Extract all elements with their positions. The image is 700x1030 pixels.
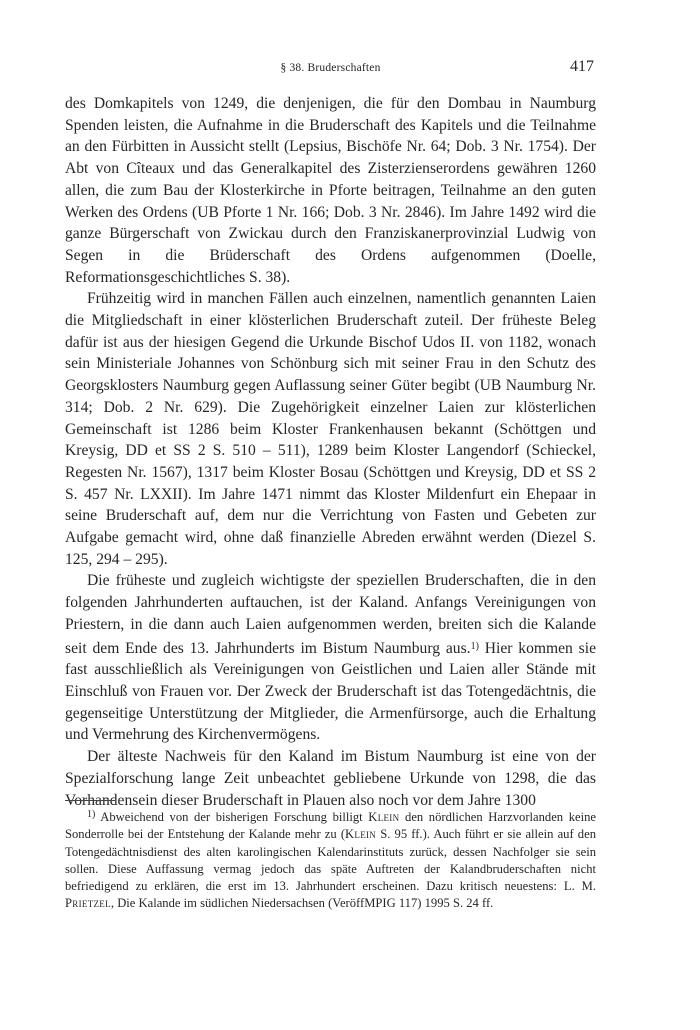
paragraph	[65, 570, 596, 746]
paragraph-text: Die früheste und zugleich wichtigste der speziellen Bruderschaften, die in den folgenden Jahrhunderten auftauchen, ist der Kaland. Anfangs Vereinigungen von Priestern, in die dann auch Laien aufgenommen werden, breiten sich die Kalande seit dem Ende des 13. Jahrhunderts im Bistum Naumburg aus.	[65, 572, 596, 657]
paragraph: des Domkapitels von 1249, die denjenigen, die für den Dombau in Naumburg Spenden leisten, die Aufnahme in die Bruderschaft des Kapitels und die Teilnahme an den Fürbitten in Aussicht stellt (Lepsius, Bischöfe Nr. 64; Dob. 3 Nr. 1754). Der Abt von Cîteaux und das Generalkapitel des Zisterzienserordens gewähren 1260 allen, die zum Bau der Klosterkirche in Pforte beitragen, Teilnahme an den guten Werken des Ordens (UB Pforte 1 Nr. 166; Dob. 3 Nr. 2846). Im Jahre 1492 wird die ganze Bürgerschaft von Zwickau durch den Franziskanerprovinzial Ludwig von Segen in die Brüderschaft des Ordens aufgenommen (Doelle, Reformationsgeschichtliches S. 38).	[65, 95, 596, 286]
footnotes	[65, 806, 596, 913]
paragraph-text: Hier kommen sie fast ausschließlich als Vereinigungen von Geistlichen und Laien aller Stände mit Einschluß von Frauen vor. Der Zweck der Bruderschaft ist das Totengedächtnis, die gegenseitige Unterstützung der Mitglieder, die Armenfürsorge, auch die Erhaltung und Vermehrung des Kirchenvermögens.	[65, 639, 596, 744]
footnote-divider	[65, 800, 115, 801]
page-number: 417	[570, 58, 594, 75]
footnote-text: , Die Kalande im südlichen Niedersachsen (VeröffMPIG 117) 1995 S. 24 ff.	[110, 896, 494, 911]
paragraph: Frühzeitig wird in manchen Fällen auch einzelnen, namentlich genannten Laien die Mitgliedschaft in einer klösterlichen Bruderschaft zuteil. Der früheste Beleg dafür ist aus der hiesigen Gegend die Urkunde Bischof Udos II. von 1182, wonach sein Ministeriale Johannes von Schönburg sich mit seiner Frau in den Schutz des Georgsklosters Naumburg gegen Auflassung seiner Güter begibt (UB Naumburg Nr. 314; Dob. 2 Nr. 629). Die Zugehörigkeit einzelner Laien zur klösterlichen Gemeinschaft ist 1286 beim Kloster Frankenhausen bekannt (Schöttgen und Kreysig, DD et SS 2 S. 510 – 511), 1289 beim Kloster Langendorf (Schieckel, Regesten Nr. 1567), 1317 beim Kloster Bosau (Schöttgen und Kreysig, DD et SS 2 S. 457 Nr. LXXII). Im Jahre 1471 nimmt das Kloster Mildenfurt ein Ehepaar in seine Bruderschaft auf, dem nur die Verrichtung von Fasten und Gebeten zur Aufgabe gemacht wird, ohne daß finanzielle Abreden erwähnt werden (Diezel S. 125, 294 – 295).	[65, 290, 596, 568]
footnote-mark: 1)	[87, 809, 96, 820]
body-text	[65, 93, 596, 811]
footnote	[65, 806, 596, 913]
page-header	[65, 56, 596, 84]
footnote-reference: 1)	[470, 640, 479, 652]
author-name: Klein	[345, 827, 377, 842]
footnote-text: den nördlichen Harzvorlanden keine Sonderrolle bei der Entstehung der Kalande mehr zu (	[65, 810, 596, 842]
author-name: Prietzel	[65, 896, 111, 911]
running-title: § 38. Bruderschaften	[280, 62, 381, 74]
author-name: Klein	[368, 810, 400, 824]
paragraph: Der älteste Nachweis für den Kaland im Bistum Naumburg ist eine von der Spezialforschung lange Zeit unbeachtet gebliebene Urkunde von 1298, die das Vorhandensein dieser Bruderschaft in Plauen also noch vor dem Jahre 1300	[65, 748, 596, 809]
footnote-text: Abweichend von der bisherigen Forschung billigt	[100, 810, 363, 824]
footnote-text: S. 95 ff.). Auch führt er sie allein auf den Totengedächtnisdienst des alten karolingischen Kalendarinstituts zurück, dessen Nachfolger sie sein sollen. Diese Auffassung vermag jedoch das späte Auftreten der Kalandbruderschaften nicht befriedigend zu erklären, die erst im 13. Jahrhundert erscheinen. Dazu kritisch neuestens: L. M.	[65, 827, 596, 894]
